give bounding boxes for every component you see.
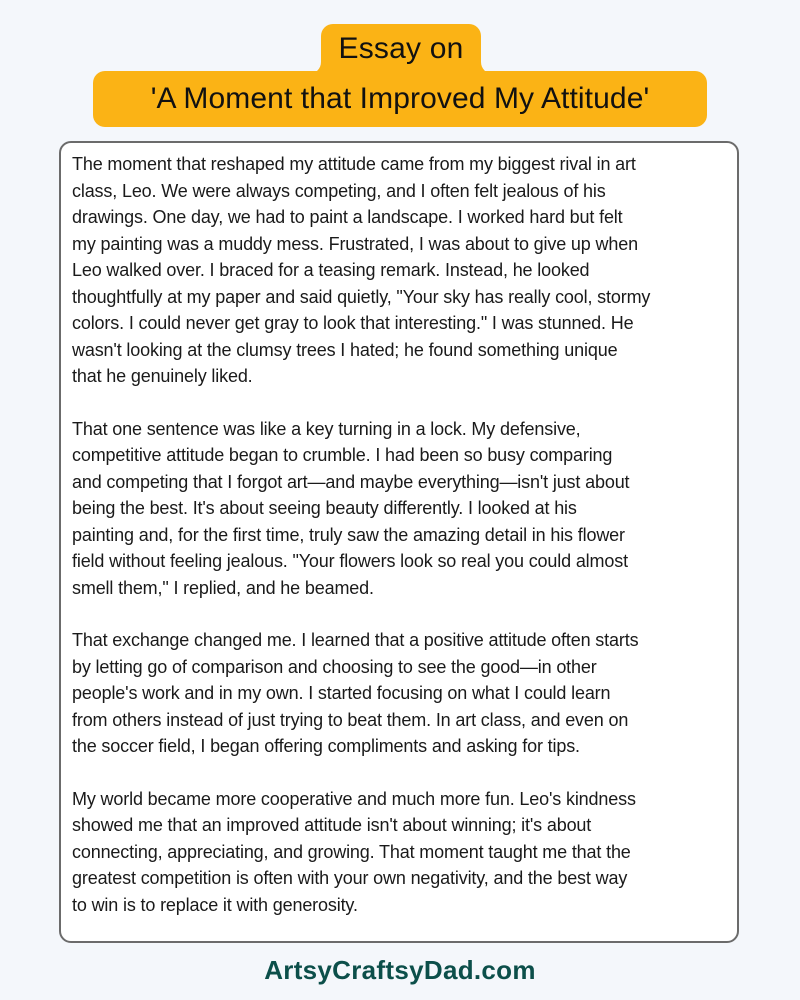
text-line: Leo walked over. I braced for a teasing remark. Instead, he looked [72,260,590,280]
text-line: competitive attitude began to crumble. I had been so busy comparing [72,445,613,465]
text-line: painting and, for the first time, truly saw the amazing detail in his flower [72,524,625,545]
text-line: showed me that an improved attitude isn't about winning; it's about [72,815,592,835]
text-line: My world became more cooperative and much more fun. Leo's kindness [72,788,636,809]
text-line: That exchange changed me. I learned that a positive attitude often starts [72,630,639,650]
title-line-1: Essay on [338,32,464,65]
essay-paragraph-4 [72,786,727,919]
text-line: to win is to replace it with generosity. [72,894,358,915]
text-line: greatest competition is often with your own negativity, and the best way [72,868,628,888]
title-badge-top [321,24,481,74]
essay-paragraph-2 [72,416,727,602]
text-line: colors. I could never get gray to look that interesting." I was stunned. He [72,313,634,333]
text-line: my painting was a muddy mess. Frustrated, I was about to give up when [72,233,638,254]
text-line: wasn't looking at the clumsy trees I hated; he found something unique [72,339,618,360]
essay-paragraph-3 [72,627,727,760]
text-line: The moment that reshaped my attitude came from my biggest rival in art [72,154,636,174]
text-line: That one sentence was like a key turning in a lock. My defensive, [72,418,581,439]
essay-card [59,141,739,943]
text-line: from others instead of just trying to beat them. In art class, and even on [72,709,629,730]
essay-paragraph-1 [72,151,727,390]
text-line: being the best. It's about seeing beauty differently. I looked at his [72,498,577,518]
page-title: 'A Moment that Improved My Attitude' [150,82,650,115]
text-line: connecting, appreciating, and growing. That moment taught me that the [72,841,631,862]
text-line: smell them," I replied, and he beamed. [72,577,374,598]
text-line: by letting go of comparison and choosing to see the good—in other [72,656,597,677]
title-badge-main [93,71,707,127]
footer-brand: ArtsyCraftsyDad.com [264,955,536,985]
text-line: people's work and in my own. I started focusing on what I could learn [72,683,611,703]
text-line: thoughtfully at my paper and said quietly, "Your sky has really cool, stormy [72,286,651,307]
text-line: field without feeling jealous. "Your flowers look so real you could almost [72,551,628,571]
text-line: class, Leo. We were always competing, and I often felt jealous of his [72,180,606,201]
text-line: drawings. One day, we had to paint a landscape. I worked hard but felt [72,207,623,227]
text-line: the soccer field, I began offering compliments and asking for tips. [72,736,580,756]
text-line: that he genuinely liked. [72,366,253,386]
text-line: and competing that I forgot art—and maybe everything—isn't just about [72,471,630,492]
